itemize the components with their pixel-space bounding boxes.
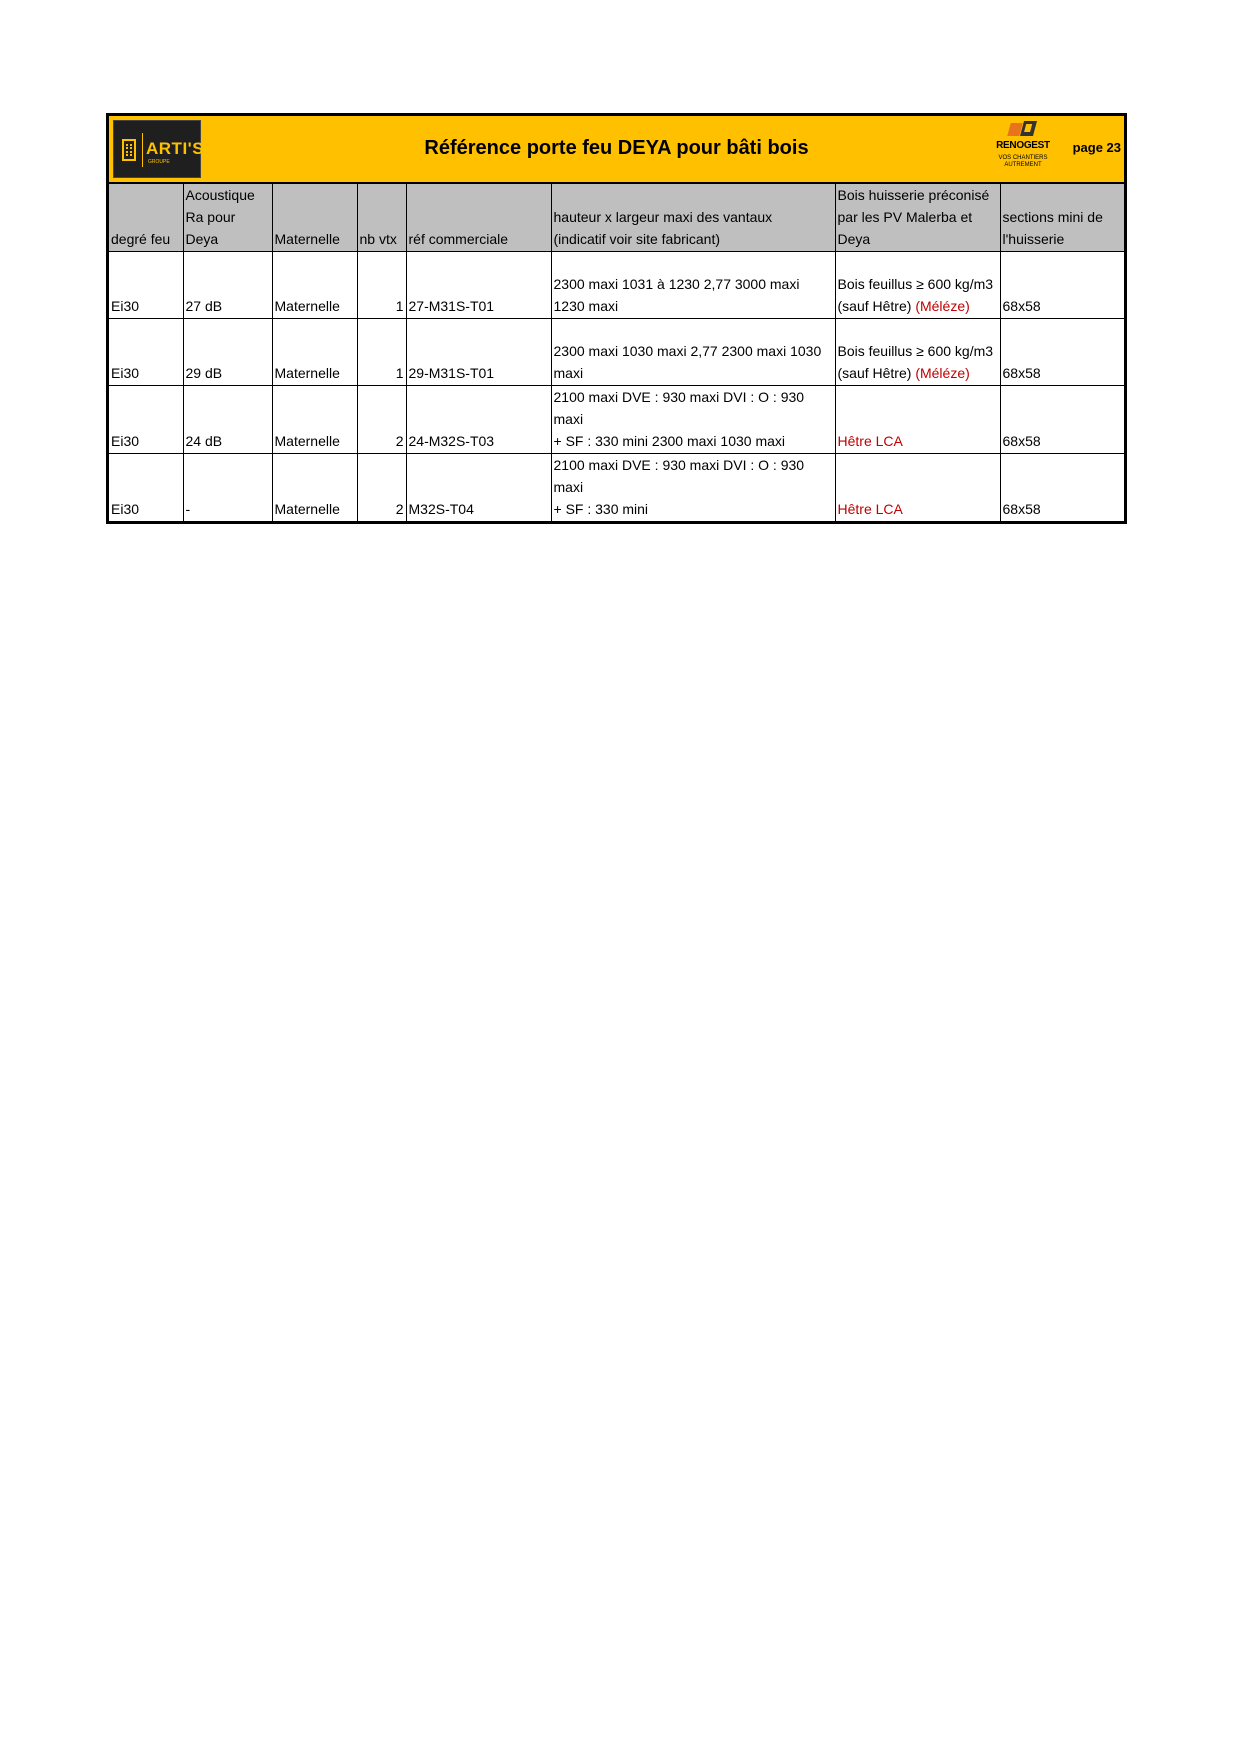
cell-acoustique: - [183, 454, 272, 522]
cell-acoustique: 27 dB [183, 252, 272, 319]
cell-degre-feu: Ei30 [109, 252, 183, 319]
renogest-mark-icon [1009, 121, 1035, 137]
cell-maternelle: Maternelle [272, 252, 357, 319]
cell-dimensions: 2300 maxi 1030 maxi 2,77 2300 maxi 1030 maxi [551, 319, 835, 386]
cell-degre-feu: Ei30 [109, 319, 183, 386]
cell-bois-huisserie: Bois feuillus ≥ 600 kg/m3 (sauf Hêtre) (Méléze) [835, 319, 1000, 386]
cell-section: 68x58 [1000, 319, 1124, 386]
cell-ref-commerciale: M32S-T04 [406, 454, 551, 522]
cell-dimensions: 2300 maxi 1031 à 1230 2,77 3000 maxi 1230 maxi [551, 252, 835, 319]
artis-logo-subtext: GROUPE [148, 159, 170, 165]
cell-acoustique: 24 dB [183, 386, 272, 454]
cell-ref-commerciale: 27-M31S-T01 [406, 252, 551, 319]
column-header-maternelle: Maternelle [272, 184, 357, 252]
column-header-nb-vtx: nb vtx [357, 184, 406, 252]
cell-dimensions: 2100 maxi DVE : 930 maxi DVI : O : 930 maxi + SF : 330 mini 2300 maxi 1030 maxi [551, 386, 835, 454]
title-banner [109, 116, 1124, 184]
cell-nb-vtx: 2 [357, 386, 406, 454]
table-row [109, 252, 1124, 319]
cell-dimensions: 2100 maxi DVE : 930 maxi DVI : O : 930 maxi + SF : 330 mini [551, 454, 835, 522]
column-header-degre-feu: degré feu [109, 184, 183, 252]
page-number: page 23 [1072, 140, 1121, 155]
cell-nb-vtx: 1 [357, 319, 406, 386]
page-title: Référence porte feu DEYA pour bâti bois [424, 137, 809, 159]
cell-nb-vtx: 1 [357, 252, 406, 319]
column-header-bois-huisserie: Bois huisserie préconisé par les PV Malerba et Deya [835, 184, 1000, 252]
cell-section: 68x58 [1000, 252, 1124, 319]
table-row [109, 454, 1124, 522]
fire-door-table [109, 184, 1124, 521]
cell-ref-commerciale: 24-M32S-T03 [406, 386, 551, 454]
cell-bois-huisserie: Hêtre LCA [835, 386, 1000, 454]
renogest-logo-text: RENOGEST [996, 140, 1050, 151]
cell-maternelle: Maternelle [272, 386, 357, 454]
cell-maternelle: Maternelle [272, 319, 357, 386]
column-header-acoustique: Acoustique Ra pour Deya [183, 184, 272, 252]
cell-section: 68x58 [1000, 386, 1124, 454]
column-header-ref-commerciale: réf commerciale [406, 184, 551, 252]
cell-ref-commerciale: 29-M31S-T01 [406, 319, 551, 386]
artis-logo-text: ARTI'S [146, 139, 205, 158]
cell-section: 68x58 [1000, 454, 1124, 522]
column-header-sections: sections mini de l'huisserie [1000, 184, 1124, 252]
cell-degre-feu: Ei30 [109, 454, 183, 522]
cell-maternelle: Maternelle [272, 454, 357, 522]
renogest-tagline: VOS CHANTIERS AUTREMENT [998, 155, 1048, 168]
renogest-logo [995, 120, 1059, 178]
column-header-dimensions: hauteur x largeur maxi des vantaux (indicatif voir site fabricant) [551, 184, 835, 252]
cell-degre-feu: Ei30 [109, 386, 183, 454]
document-sheet [106, 113, 1127, 524]
cell-bois-huisserie: Bois feuillus ≥ 600 kg/m3 (sauf Hêtre) (Méléze) [835, 252, 1000, 319]
cell-acoustique: 29 dB [183, 319, 272, 386]
table-row [109, 319, 1124, 386]
cell-nb-vtx: 2 [357, 454, 406, 522]
table-header-row [109, 184, 1124, 252]
cell-bois-huisserie: Hêtre LCA [835, 454, 1000, 522]
table-row [109, 386, 1124, 454]
